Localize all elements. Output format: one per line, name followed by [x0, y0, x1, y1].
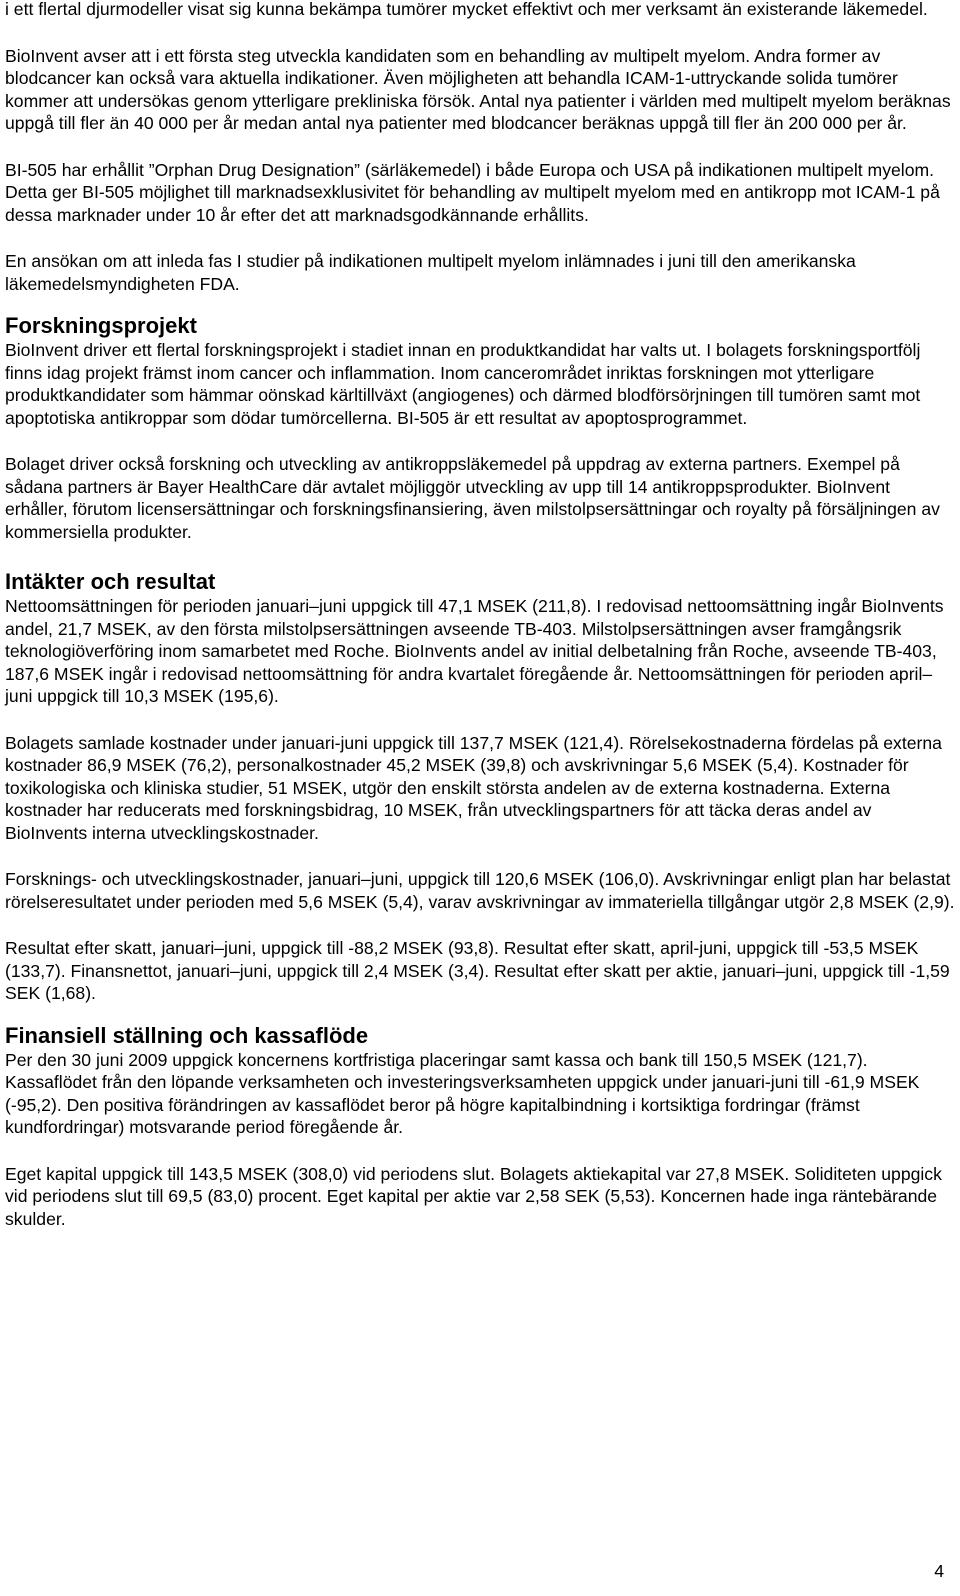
document-page [5, 0, 955, 1254]
paragraph: Bolaget driver också forskning och utveckling av antikroppsläkemedel på uppdrag av externa partners. Exempel på sådana partners är Bayer HealthCare där avtalet möjliggör utveckling av upp till 14 antikroppsprodukter. BioInvent erhåller, förutom licensersättningar och forskningsfinansiering, även milstolpsersättningar och royalty på försäljningen av kommersiella produkter. [5, 454, 940, 542]
paragraph: Bolagets samlade kostnader under januari-juni uppgick till 137,7 MSEK (121,4). Rörelsekostnaderna fördelas på externa kostnader 86,9 MSEK (76,2), personalkostnader 45,2 MSEK (39,8) och avskrivningar 5,6 MSEK (5,4). Kostnader för toxikologiska och kliniska studier, 51 MSEK, utgör den enskilt största andelen av de externa kostnaderna. Externa kostnader har reducerats med forskningsbidrag, 10 MSEK, från utvecklingspartners för att täcka deras andel av BioInvents interna utvecklingskostnader. [5, 732, 942, 843]
section-heading-finansiell-stallning: Finansiell ställning och kassaflöde [5, 1022, 369, 1048]
paragraph: i ett flertal djurmodeller visat sig kunna bekämpa tumörer mycket effektivt och mer verksamt än existerande läkemedel. [5, 0, 928, 19]
paragraph: Forsknings- och utvecklingskostnader, januari–juni, uppgick till 120,6 MSEK (106,0). Avskrivningar enligt plan har belastat rörelseresultatet under perioden med 5,6 MSEK (5,4), varav avskrivningar av immateriella tillgångar utgör 2,8 MSEK (2,9). [5, 869, 955, 912]
paragraph: BioInvent driver ett flertal forskningsprojekt i stadiet innan en produktkandidat har valts ut. I bolagets forskningsportfölj finns idag projekt främst inom cancer och inflammation. Inom cancerområdet inriktas forskningen mot ytterligare produktkandidater som hämmar oönskad kärltillväxt (angiogenes) och därmed blodförsörjningen till tumören samt mot apoptotiska antikroppar som dödar tumörcellerna. BI-505 är ett resultat av apoptosprogrammet. [5, 340, 921, 428]
paragraph: Resultat efter skatt, januari–juni, uppgick till -88,2 MSEK (93,8). Resultat efter skatt, april-juni, uppgick till -53,5 MSEK (133,7). Finansnettot, januari–juni, uppgick till 2,4 MSEK (3,4). Resultat efter skatt per aktie, januari–juni, uppgick till -1,59 SEK (1,68). [5, 938, 950, 1003]
section-heading-intakter-och-resultat: Intäkter och resultat [5, 569, 216, 594]
paragraph: BioInvent avser att i ett första steg utveckla kandidaten som en behandling av multipelt myelom. Andra former av blodcancer kan också vara aktuella indikationer. Även möjligheten att behandla ICAM-1-uttryckande solida tumörer kommer att undersökas genom ytterligare prekliniska försök. Antal nya patienter i världen med multipelt myelom beräknas uppgå till fler än 40 000 per år medan antal nya patienter med blodcancer beräknas uppgå till fler än 200 000 per år. [5, 45, 951, 133]
page-number: 4 [934, 1561, 944, 1581]
paragraph: Eget kapital uppgick till 143,5 MSEK (308,0) vid periodens slut. Bolagets aktiekapital var 27,8 MSEK. Soliditeten uppgick vid periodens slut till 69,5 (83,0) procent. Eget kapital per aktie var 2,58 SEK (5,53). Koncernen hade inga räntebärande skulder. [5, 1163, 942, 1229]
paragraph: En ansökan om att inleda fas I studier på indikationen multipelt myelom inlämnades i juni till den amerikanska läkemedelsmyndigheten FDA. [5, 251, 856, 294]
section-heading-forskningsprojekt: Forskningsprojekt [5, 313, 197, 338]
paragraph: Per den 30 juni 2009 uppgick koncernens kortfristiga placeringar samt kassa och bank till 150,5 MSEK (121,7). Kassaflödet från den löpande verksamheten och investeringsverksamheten uppgick under januari-juni till -61,9 MSEK (-95,2). Den positiva förändringen av kassaflödet beror på högre kapitalbindning i kortsiktiga fordringar (främst kundfordringar) motsvarande period föregående år. [5, 1049, 920, 1137]
paragraph: BI-505 har erhållit ”Orphan Drug Designation” (särläkemedel) i både Europa och USA på indikationen multipelt myelom. Detta ger BI-505 möjlighet till marknadsexklusivitet för behandling av multipelt myelom med en antikropp mot ICAM-1 på dessa marknader under 10 år efter det att marknadsgodkännande erhållits. [5, 159, 940, 225]
paragraph: Nettoomsättningen för perioden januari–juni uppgick till 47,1 MSEK (211,8). I redovisad nettoomsättning ingår BioInvents andel, 21,7 MSEK, av den första milstolpsersättningen avseende TB-403. Milstolpsersättningen avser framgångsrik teknologiöverföring inom samarbetet med Roche. BioInvents andel av initial delbetalning från Roche, avseende TB-403, 187,6 MSEK ingår i redovisad nettoomsättning för andra kvartalet föregående år. Nettoomsättningen för perioden april–juni uppgick till 10,3 MSEK (195,6). [5, 596, 944, 706]
